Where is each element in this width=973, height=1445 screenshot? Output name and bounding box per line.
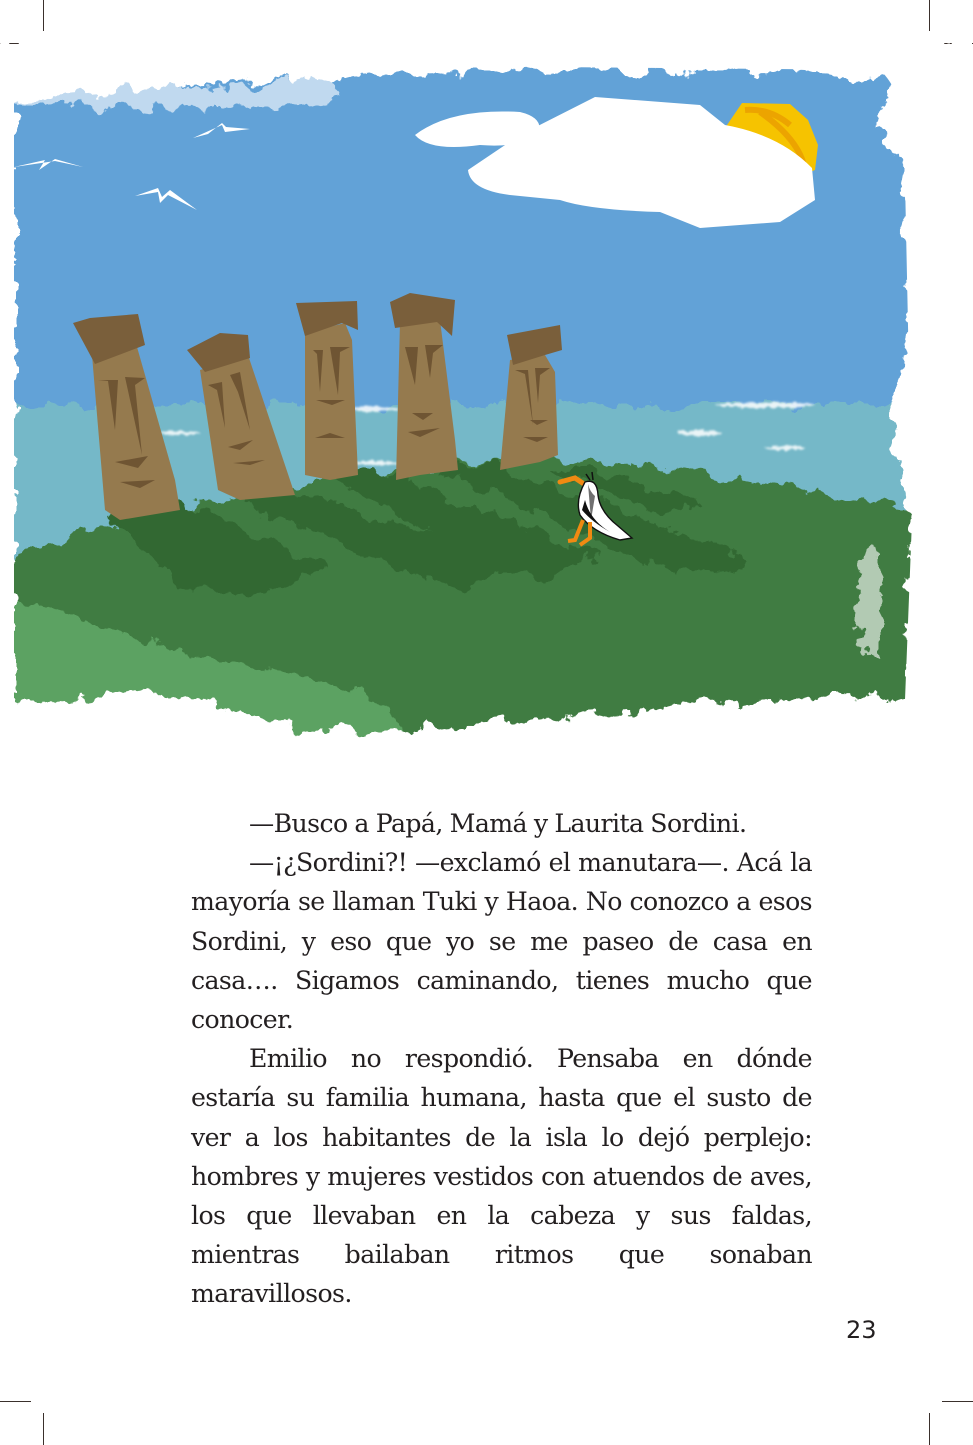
paragraph-2: —¡¿Sordini?! —exclamó el manutara—. Acá la mayoría se llaman Tuki y Haoa. No conozco a esos Sordini, y eso que yo se me paseo de casa en casa…. Sigamos caminando, tienes mucho que conocer.: [191, 848, 812, 1035]
crop-mark-top-left-vertical: [43, 0, 44, 31]
crop-mark-top-right-vertical: [929, 0, 930, 31]
paragraph-3: Emilio no respondió. Pensaba en dónde estaría su familia humana, hasta que el susto de ver a los habitantes de la isla lo dejó perplejo: hombres y mujeres vestidos con atuendos de aves, los que llevaban en la cabeza y sus faldas, mientras bailaban ritmos que sonaban maravillosos.: [191, 1044, 812, 1309]
crop-mark-bottom-left-horizontal: [0, 1401, 31, 1402]
crop-mark-bottom-left-vertical: [43, 1413, 44, 1445]
crop-mark-bottom-right-horizontal: [942, 1401, 973, 1402]
page-number: 23: [846, 1316, 877, 1344]
moai-4: [390, 293, 458, 480]
paragraph-1: —Busco a Papá, Mamá y Laurita Sordini.: [249, 809, 747, 838]
story-text: [191, 804, 812, 1314]
moai-illustration: [0, 40, 973, 770]
crop-mark-bottom-right-vertical: [929, 1413, 930, 1445]
